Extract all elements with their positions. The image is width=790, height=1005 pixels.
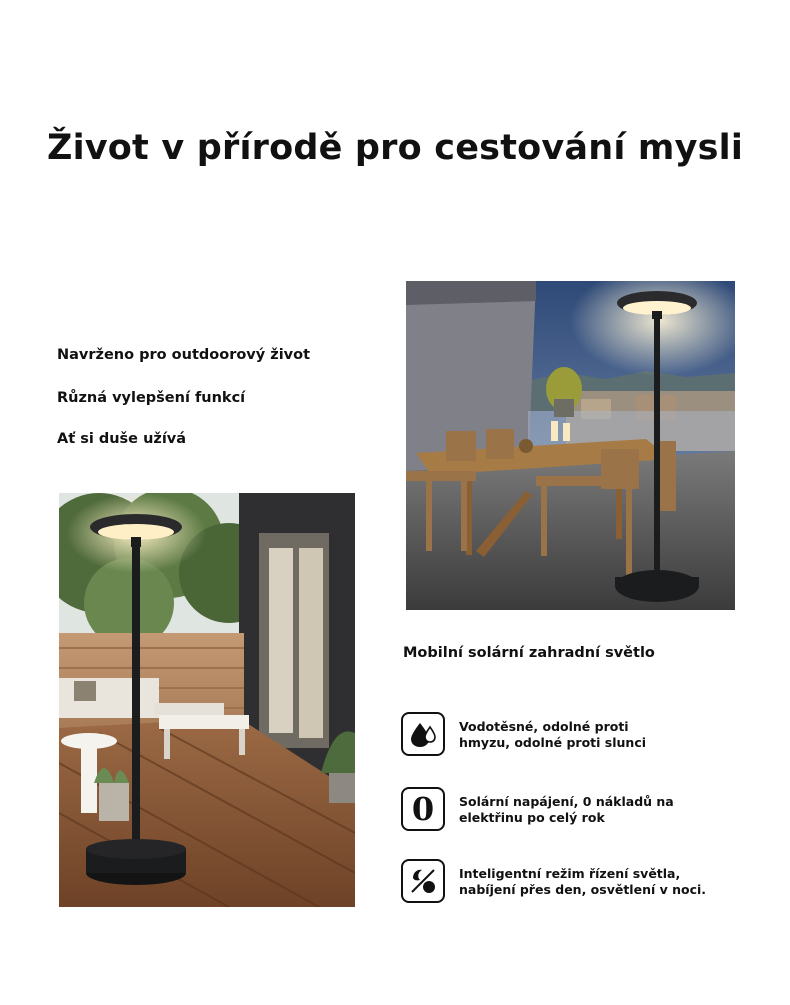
- page-title: Život v přírodě pro cestování mysli: [46, 128, 744, 168]
- zero-glyph: 0: [411, 790, 435, 828]
- benefit-solar: [401, 787, 761, 833]
- benefit-solar-line2: elektřinu po celý rok: [459, 810, 605, 825]
- product-name: Mobilní solární zahradní světlo: [403, 645, 655, 661]
- benefit-light-control-line2: nabíjení přes den, osvětlení v noci.: [459, 882, 707, 897]
- feature-line-1: Navrženo pro outdoorový život: [57, 347, 311, 363]
- water-drop-icon: [401, 712, 445, 756]
- benefit-waterproof-line2: hmyzu, odolné proti slunci: [459, 735, 647, 750]
- benefit-solar-line1: Solární napájení, 0 nákladů na: [459, 794, 674, 809]
- zero-cost-icon: [401, 787, 445, 831]
- day-night-icon: [401, 859, 445, 903]
- benefit-waterproof: [401, 712, 761, 758]
- benefit-light-control-line1: Inteligentní režim řízení světla,: [459, 866, 681, 881]
- feature-line-2: Různá vylepšení funkcí: [57, 390, 246, 406]
- product-photo-deck: [59, 493, 355, 907]
- benefit-light-control: [401, 859, 761, 905]
- benefit-waterproof-line1: Vodotěsné, odolné proti: [459, 719, 629, 734]
- feature-line-3: Ať si duše užívá: [57, 431, 187, 447]
- product-photo-terrace: [406, 281, 735, 610]
